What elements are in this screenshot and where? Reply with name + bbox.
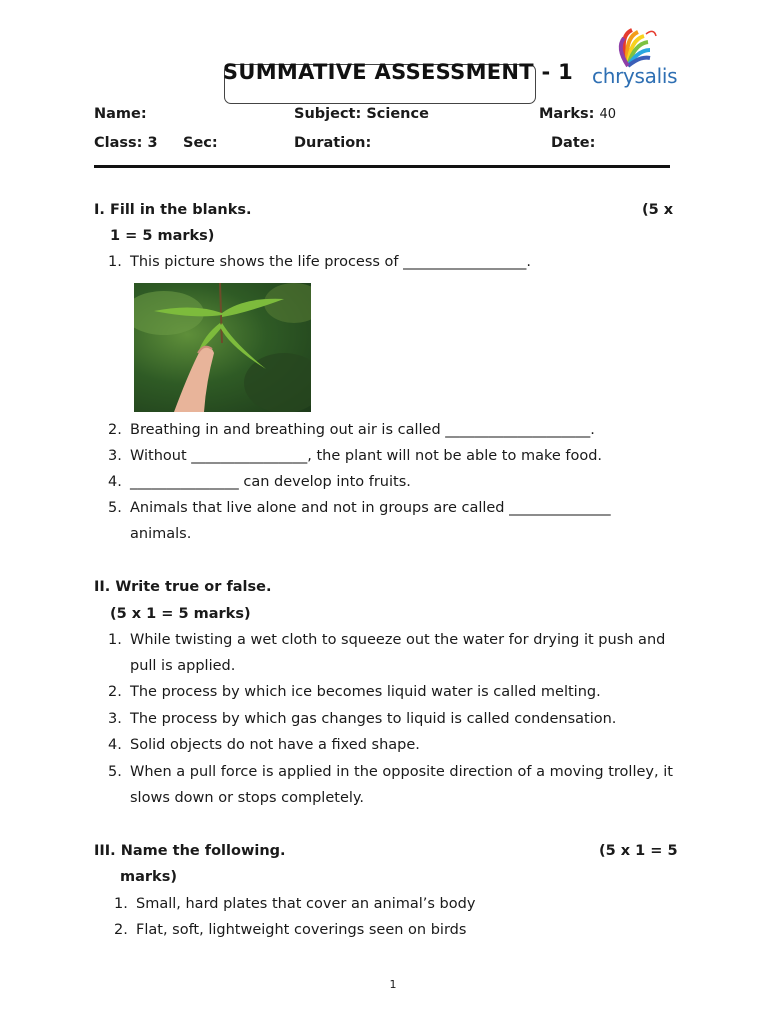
marks-value: 40 — [599, 107, 617, 122]
section-3-marks-cont: marks) — [120, 869, 177, 885]
question-3-1: 1. Small, hard plates that cover an animal’s body — [114, 896, 476, 912]
question-2-2: 2. The process by which ice becomes liquid water is called melting. — [108, 684, 601, 700]
date-label: Date: — [551, 135, 596, 151]
page-title: SUMMATIVE ASSESSMENT - 1 — [222, 60, 574, 84]
marks-label: Marks: — [539, 106, 595, 122]
class-label: Class: 3 — [94, 135, 158, 151]
question-2-1-cont: pull is applied. — [130, 658, 236, 674]
header-divider — [94, 165, 670, 168]
section-2-heading: II. Write true or false. — [94, 579, 272, 595]
question-1-2: 2. Breathing in and breathing out air is called ____________________. — [108, 422, 595, 438]
section-3-marks: (5 x 1 = 5 — [599, 843, 678, 859]
question-1-1: 1. This picture shows the life process of _________________. — [108, 254, 532, 270]
question-2-5-cont: slows down or stops completely. — [130, 790, 365, 806]
page-number: 1 — [389, 978, 397, 991]
question-2-3: 3. The process by which gas changes to liquid is called condensation. — [108, 711, 617, 727]
section-3-heading: III. Name the following. — [94, 843, 286, 859]
question-3-2: 2. Flat, soft, lightweight coverings seen on birds — [114, 922, 467, 938]
plant-photo — [134, 283, 311, 412]
question-2-5: 5. When a pull force is applied in the opposite direction of a moving trolley, it — [108, 764, 673, 780]
question-1-5-cont: animals. — [130, 526, 192, 542]
question-2-4: 4. Solid objects do not have a fixed shape. — [108, 737, 420, 753]
section-1-marks-cont: 1 = 5 marks) — [110, 228, 215, 244]
duration-label: Duration: — [294, 135, 372, 151]
name-label: Name: — [94, 106, 147, 122]
question-1-4: 4. _______________ can develop into fruits. — [108, 474, 411, 490]
sec-label: Sec: — [183, 135, 218, 151]
question-1-3: 3. Without ________________, the plant will not be able to make food. — [108, 448, 603, 464]
section-1-marks: (5 x — [642, 202, 674, 218]
question-2-1: 1. While twisting a wet cloth to squeeze out the water for drying it push and — [108, 632, 666, 648]
section-2-marks: (5 x 1 = 5 marks) — [110, 606, 251, 622]
question-1-5: 5. Animals that live alone and not in groups are called ______________ — [108, 500, 611, 516]
section-1-heading: I. Fill in the blanks. — [94, 202, 252, 218]
logo-text: chrysalis — [592, 64, 678, 88]
subject-label: Subject: Science — [294, 106, 429, 122]
chrysalis-logo — [588, 26, 678, 96]
